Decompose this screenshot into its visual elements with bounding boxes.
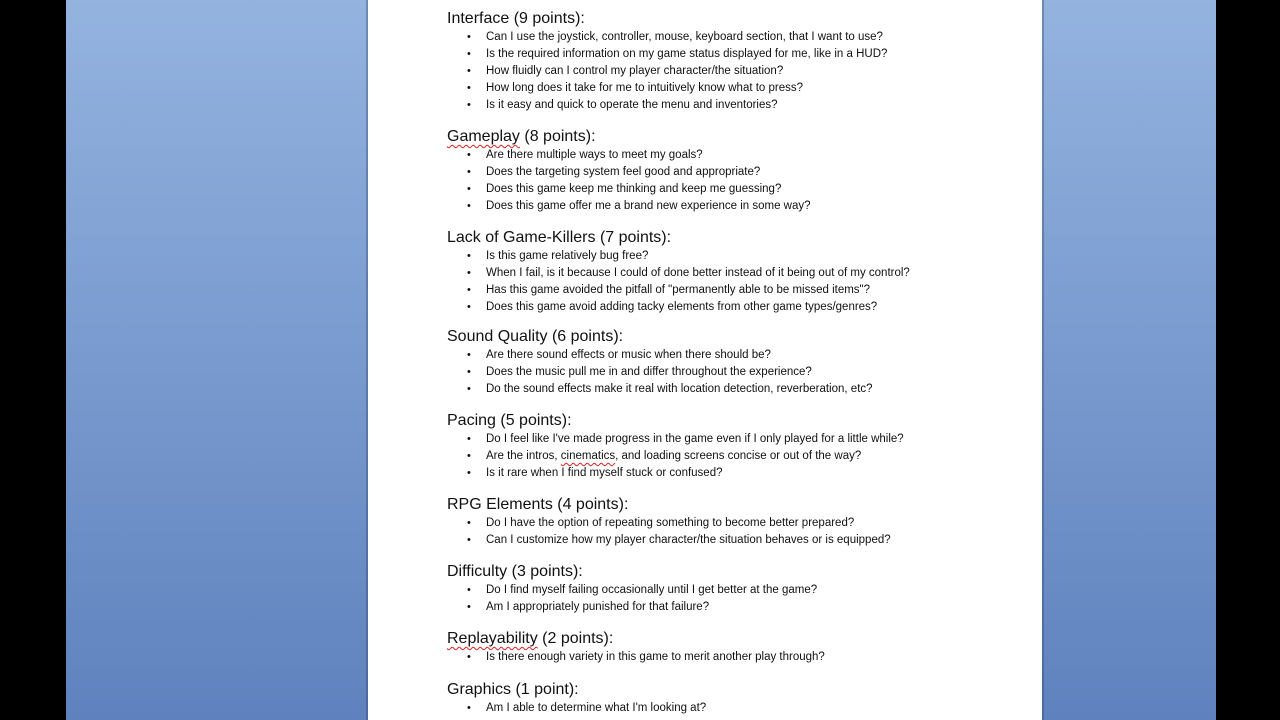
- list-item: [447, 381, 1027, 398]
- spellcheck-word[interactable]: Replayability: [447, 630, 538, 647]
- section-heading: [447, 127, 1027, 147]
- section-replayability: [447, 629, 1027, 666]
- bullet-icon: •: [467, 433, 471, 445]
- question-list: [447, 431, 1027, 482]
- list-item: [447, 649, 1027, 666]
- question-text: Are there multiple ways to meet my goals?: [486, 149, 703, 161]
- list-item: [447, 364, 1027, 381]
- question-text: Does the music pull me in and differ throughout the experience?: [486, 366, 812, 378]
- section-rpg-elements: [447, 495, 1027, 549]
- bullet-icon: •: [467, 584, 471, 596]
- question-list: [447, 147, 1027, 215]
- section-pacing: [447, 411, 1027, 482]
- question-text: When I fail, is it because I could of done better instead of it being out of my control?: [486, 267, 910, 279]
- section-sound-quality: [447, 327, 1027, 398]
- document-viewport[interactable]: [66, 0, 1216, 720]
- bullet-icon: •: [467, 284, 471, 296]
- bullet-icon: •: [467, 48, 471, 60]
- section-heading: RPG Elements (4 points):: [447, 496, 629, 513]
- question-text: Are there sound effects or music when there should be?: [486, 349, 771, 361]
- question-text: Is there enough variety in this game to merit another play through?: [486, 651, 825, 663]
- question-text: Do I feel like I've made progress in the game even if I only played for a little while?: [486, 433, 904, 445]
- bullet-icon: •: [467, 183, 471, 195]
- section-gameplay: [447, 127, 1027, 215]
- section-heading: [447, 629, 1027, 649]
- list-item: [447, 532, 1027, 549]
- bullet-icon: •: [467, 82, 471, 94]
- question-text: Do I find myself failing occasionally until I get better at the game?: [486, 584, 818, 596]
- list-item: [447, 700, 1027, 717]
- bullet-icon: •: [467, 166, 471, 178]
- question-text: Can I use the joystick, controller, mouse, keyboard section, that I want to use?: [486, 31, 883, 43]
- list-item: [447, 29, 1027, 46]
- spellcheck-word[interactable]: Gameplay: [447, 128, 520, 145]
- list-item: [447, 299, 1027, 316]
- section-game-killers: [447, 228, 1027, 316]
- list-item: [447, 582, 1027, 599]
- list-item: [447, 46, 1027, 63]
- bullet-icon: •: [467, 250, 471, 262]
- question-text: Does this game keep me thinking and keep me guessing?: [486, 183, 782, 195]
- question-text: Do the sound effects make it real with location detection, reverberation, etc?: [486, 383, 873, 395]
- question-text: Does this game offer me a brand new experience in some way?: [486, 200, 811, 212]
- bullet-icon: •: [467, 200, 471, 212]
- bullet-icon: •: [467, 517, 471, 529]
- bullet-icon: •: [467, 65, 471, 77]
- list-item: [447, 465, 1027, 482]
- bullet-icon: •: [467, 450, 471, 462]
- question-text: How long does it take for me to intuitively know what to press?: [486, 82, 804, 94]
- section-difficulty: [447, 562, 1027, 616]
- section-heading: Sound Quality (6 points):: [447, 328, 624, 345]
- list-item: [447, 147, 1027, 164]
- list-item: [447, 164, 1027, 181]
- question-text: Is it easy and quick to operate the menu and inventories?: [486, 99, 778, 111]
- question-list: [447, 515, 1027, 549]
- bullet-icon: •: [467, 702, 471, 714]
- list-item: [447, 282, 1027, 299]
- list-item: [447, 347, 1027, 364]
- heading-suffix: (8 points):: [519, 128, 596, 145]
- section-interface: [447, 9, 1027, 114]
- question-list: [447, 582, 1027, 616]
- question-text: How fluidly can I control my player character/the situation?: [486, 65, 784, 77]
- list-item: [447, 248, 1027, 265]
- list-item: [447, 97, 1027, 114]
- bullet-icon: •: [467, 99, 471, 111]
- bullet-icon: •: [467, 267, 471, 279]
- bullet-icon: •: [467, 534, 471, 546]
- bullet-icon: •: [467, 31, 471, 43]
- bullet-icon: •: [467, 149, 471, 161]
- list-item: [447, 599, 1027, 616]
- question-text: Is it rare when I find myself stuck or confused?: [486, 467, 723, 479]
- bullet-icon: •: [467, 467, 471, 479]
- question-text: Is this game relatively bug free?: [486, 250, 649, 262]
- question-text: Am I able to determine what I'm looking at?: [486, 702, 707, 714]
- bullet-icon: •: [467, 349, 471, 361]
- spellcheck-word[interactable]: cinematics: [560, 450, 616, 462]
- list-item: [447, 80, 1027, 97]
- bullet-icon: •: [467, 651, 471, 663]
- bullet-icon: •: [467, 601, 471, 613]
- section-heading: Interface (9 points):: [447, 10, 585, 27]
- question-text-before: Are the intros,: [486, 450, 561, 462]
- question-list: [447, 248, 1027, 316]
- question-text: Does this game avoid adding tacky elements from other game types/genres?: [486, 301, 878, 313]
- section-heading: Lack of Game-Killers (7 points):: [447, 229, 672, 246]
- list-item: [447, 515, 1027, 532]
- question-list: [447, 700, 1027, 717]
- section-heading: Pacing (5 points):: [447, 412, 572, 429]
- heading-suffix: (2 points):: [537, 630, 614, 647]
- list-item: [447, 448, 1027, 465]
- section-heading: Difficulty (3 points):: [447, 563, 583, 580]
- question-list: [447, 29, 1027, 114]
- question-text-after: , and loading screens concise or out of the way?: [615, 450, 862, 462]
- bullet-icon: •: [467, 383, 471, 395]
- list-item: [447, 265, 1027, 282]
- section-graphics: [447, 680, 1027, 717]
- question-text: Am I appropriately punished for that failure?: [486, 601, 710, 613]
- question-text: Has this game avoided the pitfall of "permanently able to be missed items"?: [486, 284, 871, 296]
- list-item: [447, 63, 1027, 80]
- list-item: [447, 431, 1027, 448]
- question-text: Does the targeting system feel good and appropriate?: [486, 166, 761, 178]
- document-page[interactable]: [368, 0, 1042, 720]
- question-text: Do I have the option of repeating something to become better prepared?: [486, 517, 855, 529]
- list-item: [447, 198, 1027, 215]
- question-text: Can I customize how my player character/the situation behaves or is equipped?: [486, 534, 891, 546]
- question-list: [447, 649, 1027, 666]
- bullet-icon: •: [467, 301, 471, 313]
- bullet-icon: •: [467, 366, 471, 378]
- section-heading: Graphics (1 point):: [447, 681, 579, 698]
- question-text: Is the required information on my game status displayed for me, like in a HUD?: [486, 48, 888, 60]
- list-item: [447, 181, 1027, 198]
- question-list: [447, 347, 1027, 398]
